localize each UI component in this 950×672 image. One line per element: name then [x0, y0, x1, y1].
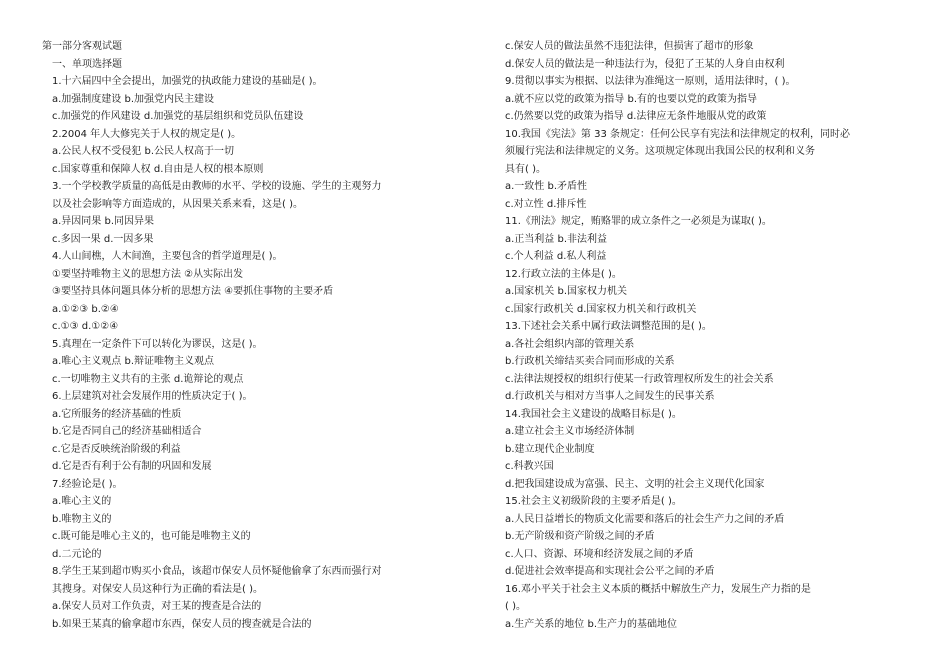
text-line: a.人民日益增长的物质文化需要和落后的社会生产力之间的矛盾	[505, 513, 785, 525]
text-line: b.如果王某真的偷拿超市东西，保安人员的搜查就是合法的	[52, 618, 312, 630]
text-line: a.就不应以党的政策为指导 b.有的也要以党的政策为指导	[505, 93, 758, 105]
text-line: c.保安人员的做法虽然不违犯法律，但损害了超市的形象	[505, 41, 754, 52]
text-line: b.它是否同自己的经济基础相适合	[52, 426, 202, 437]
right-column	[505, 38, 905, 633]
text-line: c.仍然要以党的政策为指导 d.法律应无条件地服从党的政策	[505, 111, 767, 122]
text-line: a.国家机关 b.国家权力机关	[505, 286, 628, 297]
text-line: ③要坚持具体问题具体分析的思想方法 ④要抓住事物的主要矛盾	[52, 286, 334, 297]
text-line: 4.人山间樵，人木间渔，主要包含的哲学道理是( )。	[52, 251, 283, 262]
text-line: b.建立现代企业制度	[505, 443, 595, 455]
text-line: a.唯心主义观点 b.辩证唯物主义观点	[52, 356, 215, 367]
text-line: ①要坚持唯物主义的思想方法 ②从实际出发	[52, 268, 244, 280]
text-line: a.唯心主义的	[52, 496, 112, 507]
text-line: c.①③ d.①②④	[52, 321, 119, 332]
text-line: a.公民人权不受侵犯 b.公民人权高于一切	[52, 146, 235, 157]
text-line: a.保安人员对工作负责，对王某的搜查是合法的	[52, 601, 262, 612]
text-line: b.无产阶级和资产阶级之间的矛盾	[505, 531, 655, 542]
text-line: c.它是否反映统治阶级的利益	[52, 443, 181, 455]
text-line: c.个人利益 d.私人利益	[505, 251, 607, 262]
text-line: 3.一个学校教学质量的高低是由教师的水平、学校的设施、学生的主观努力	[52, 181, 382, 192]
text-line: 其搜身。对保安人员这种行为正确的看法是( )。	[52, 583, 263, 595]
text-line: 12.行政立法的主体是( )。	[505, 268, 622, 280]
text-line: a.加强制度建设 b.加强党内民主建设	[52, 93, 215, 105]
text-line: c.一切唯物主义共有的主张 d.诡辩论的观点	[52, 373, 244, 385]
text-line: b.唯物主义的	[52, 513, 112, 525]
text-line: 一、单项选择题	[52, 58, 122, 70]
text-line: a.它所服务的经济基础的性质	[52, 408, 182, 420]
text-line: ( )。	[505, 601, 526, 612]
text-line: a.一致性 b.矛盾性	[505, 181, 588, 192]
text-line: a.各社会组织内部的管理关系	[505, 338, 635, 350]
text-line: 以及社会影响等方面造成的，从因果关系来看，这是( )。	[52, 198, 303, 210]
text-line: c.人口、资源、环境和经济发展之间的矛盾	[505, 548, 694, 560]
text-line: c.加强党的作风建设 d.加强党的基层组织和党员队伍建设	[52, 111, 304, 122]
text-line: a.①②③ b.②④	[52, 303, 119, 315]
text-line: b.行政机关缔结买卖合同而形成的关系	[505, 356, 675, 367]
text-line: c.多因一果 d.一因多果	[52, 233, 154, 245]
text-line: 2.2004 年人大修宪关于人权的规定是( )。	[52, 128, 242, 140]
text-line: d.它是否有利于公有制的巩固和发展	[52, 461, 212, 472]
text-line: 8.学生王某到超市购买小食品，该超市保安人员怀疑他偷拿了东西而强行对	[52, 566, 382, 577]
text-line: d.把我国建设成为富强、民主、文明的社会主义现代化国家	[505, 478, 765, 490]
text-line: d.二元论的	[52, 548, 102, 560]
text-line: 16.邓小平关于社会主义本质的概括中解放生产力，发展生产力指的是	[505, 583, 811, 595]
text-line: 5.真理在一定条件下可以转化为谬误，这是( )。	[52, 338, 263, 350]
text-line: a.异因同果 b.同因异果	[52, 216, 155, 227]
text-line: d.行政机关与相对方当事人之间发生的民事关系	[505, 391, 715, 402]
text-line: 11.《刑法》规定，贿赂罪的成立条件之一必须是为谋取( )。	[505, 216, 772, 227]
text-line: 第一部分客观试题	[42, 41, 122, 52]
text-line: a.正当利益 b.非法利益	[505, 233, 608, 245]
text-line: c.法律法规授权的组织行使某一行政管理权所发生的社会关系	[505, 373, 774, 385]
text-line: d.促进社会效率提高和实现社会公平之间的矛盾	[505, 566, 715, 577]
text-line: 1.十六届四中全会提出，加强党的执政能力建设的基础是( )。	[52, 76, 323, 87]
text-line: c.国家尊重和保障人权 d.自由是人权的根本原则	[52, 163, 264, 175]
text-line: 具有( )。	[505, 163, 546, 175]
text-line: 15.社会主义初级阶段的主要矛盾是( )。	[505, 496, 682, 507]
text-line: c.对立性 d.排斥性	[505, 198, 587, 210]
text-line: c.既可能是唯心主义的，也可能是唯物主义的	[52, 531, 251, 542]
text-line: 10.我国《宪法》第 33 条规定：任何公民享有宪法和法律规定的权利，同时必	[505, 128, 850, 140]
text-line: 9.贯彻以事实为根据、以法律为准绳这一原则，适用法律时，( )。	[505, 76, 796, 87]
text-line: d.保安人员的做法是一种违法行为，侵犯了王某的人身自由权利	[505, 58, 785, 70]
text-line: 须履行宪法和法律规定的义务。这项规定体现出我国公民的权利和义务	[505, 146, 815, 157]
text-line: c.科教兴国	[505, 461, 554, 472]
text-line: a.生产关系的地位 b.生产力的基础地位	[505, 618, 678, 630]
text-line: a.建立社会主义市场经济体制	[505, 426, 635, 437]
text-line: 14.我国社会主义建设的战略目标是( )。	[505, 408, 682, 420]
text-line: c.国家行政机关 d.国家权力机关和行政机关	[505, 303, 697, 315]
text-line: 13.下述社会关系中属行政法调整范围的是( )。	[505, 321, 712, 332]
left-column	[42, 38, 437, 633]
text-line: 7.经验论是( )。	[52, 478, 123, 490]
text-line: 6.上层建筑对社会发展作用的性质决定于( )。	[52, 391, 253, 402]
